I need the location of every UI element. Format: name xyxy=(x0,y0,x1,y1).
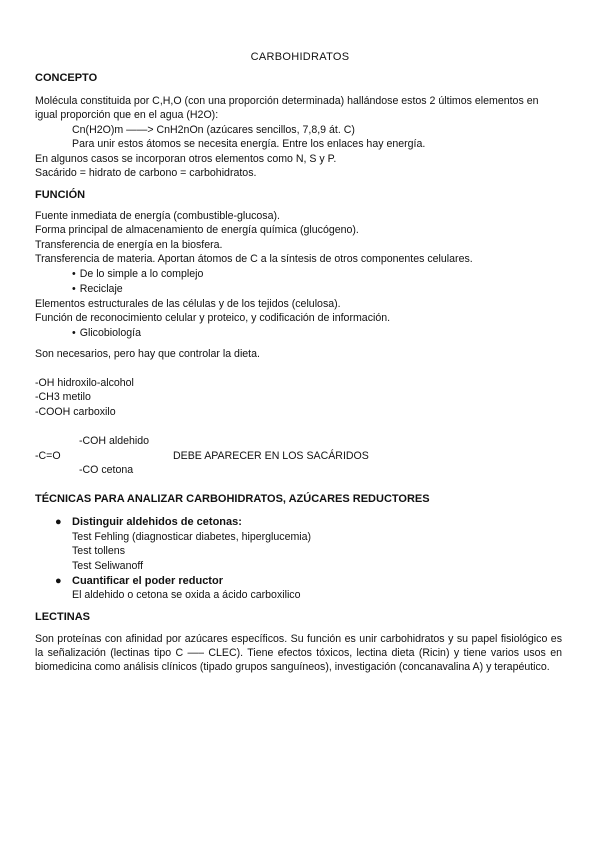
concepto-p1: Molécula constituida por C,H,O (con una proporción determinada) hallándose estos 2 últimos elementos en xyxy=(35,95,539,107)
grupo-carbonilo: -C=O xyxy=(35,450,61,462)
funcion-line-4: Transferencia de materia. Aportan átomos de C a la síntesis de otros componentes celulares. xyxy=(35,253,473,265)
funcion-bullet-2: • Reciclaje xyxy=(72,283,123,296)
saccharide-note: DEBE APARECER EN LOS SACÁRIDOS xyxy=(173,450,369,462)
funcion-line-6: Función de reconocimiento celular y proteico, y codificación de información. xyxy=(35,312,391,324)
funcion-line-3: Transferencia de energía en la biosfera. xyxy=(35,239,223,251)
tecnicas-item-2-label: Cuantificar el poder reductor xyxy=(72,575,223,587)
lectinas-heading: LECTINAS xyxy=(35,611,90,623)
tecnicas-item-2: ● Cuantificar el poder reductor xyxy=(55,575,223,587)
concepto-heading: CONCEPTO xyxy=(35,72,98,84)
grupo-aldehido: -COH aldehido xyxy=(79,435,150,447)
test-fehling: Test Fehling (diagnosticar diabetes, hiperglucemia) xyxy=(72,531,312,543)
funcion-bullet-1: • De lo simple a lo complejo xyxy=(72,268,203,281)
funcion-heading: FUNCIÓN xyxy=(35,189,86,201)
concepto-p1b: igual proporción que en el agua (H2O): xyxy=(35,109,219,121)
tecnicas-oxidacion: El aldehido o cetona se oxida a ácido carboxilico xyxy=(72,589,301,601)
funcion-line-7: Son necesarios, pero hay que controlar la dieta. xyxy=(35,348,260,360)
grupo-carboxilo: -COOH carboxilo xyxy=(35,406,116,418)
grupo-cetona: -CO cetona xyxy=(79,464,134,476)
funcion-bullet-3: • Glicobiología xyxy=(72,327,141,340)
test-tollens: Test tollens xyxy=(72,545,125,557)
concepto-formula: Cn(H2O)m ——> CnH2nOn (azúcares sencillos, 7,8,9 át. C) xyxy=(72,124,355,136)
funcion-line-5: Elementos estructurales de las células y de los tejidos (celulosa). xyxy=(35,298,341,310)
grupo-hidroxilo: -OH hidroxilo-alcohol xyxy=(35,377,134,389)
tecnicas-heading: TÉCNICAS PARA ANALIZAR CARBOHIDRATOS, AZÚCARES REDUCTORES xyxy=(35,493,430,505)
lectinas-paragraph: Son proteínas con afinidad por azúcares específicos. Su función es unir carbohidratos y su papel fisiológico es la señalización (lectinas tipo C —– CLEC). Tiene efectos tóxicos, lectina dieta (Ricin) y tiene varios usos en biomedicina como análisis clínicos (tipado grupos sanguíneos), investigación (concanavalina A) y terapéutico. xyxy=(35,633,562,673)
concepto-p2: En algunos casos se incorporan otros elementos como N, S y P. xyxy=(35,153,337,165)
tecnicas-item-1: ● Distinguir aldehidos de cetonas: xyxy=(55,516,242,528)
test-seliwanoff: Test Seliwanoff xyxy=(72,560,144,572)
concepto-p3: Sacárido = hidrato de carbono = carbohidratos. xyxy=(35,167,257,179)
grupo-metilo: -CH3 metilo xyxy=(35,391,91,403)
tecnicas-item-1-label: Distinguir aldehidos de cetonas: xyxy=(72,516,242,528)
funcion-line-2: Forma principal de almacenamiento de energía química (glucógeno). xyxy=(35,224,359,236)
concepto-formula-note: Para unir estos átomos se necesita energía. Entre los enlaces hay energía. xyxy=(72,138,426,150)
funcion-line-1: Fuente inmediata de energía (combustible-glucosa). xyxy=(35,210,280,222)
page-title: CARBOHIDRATOS xyxy=(250,51,350,63)
